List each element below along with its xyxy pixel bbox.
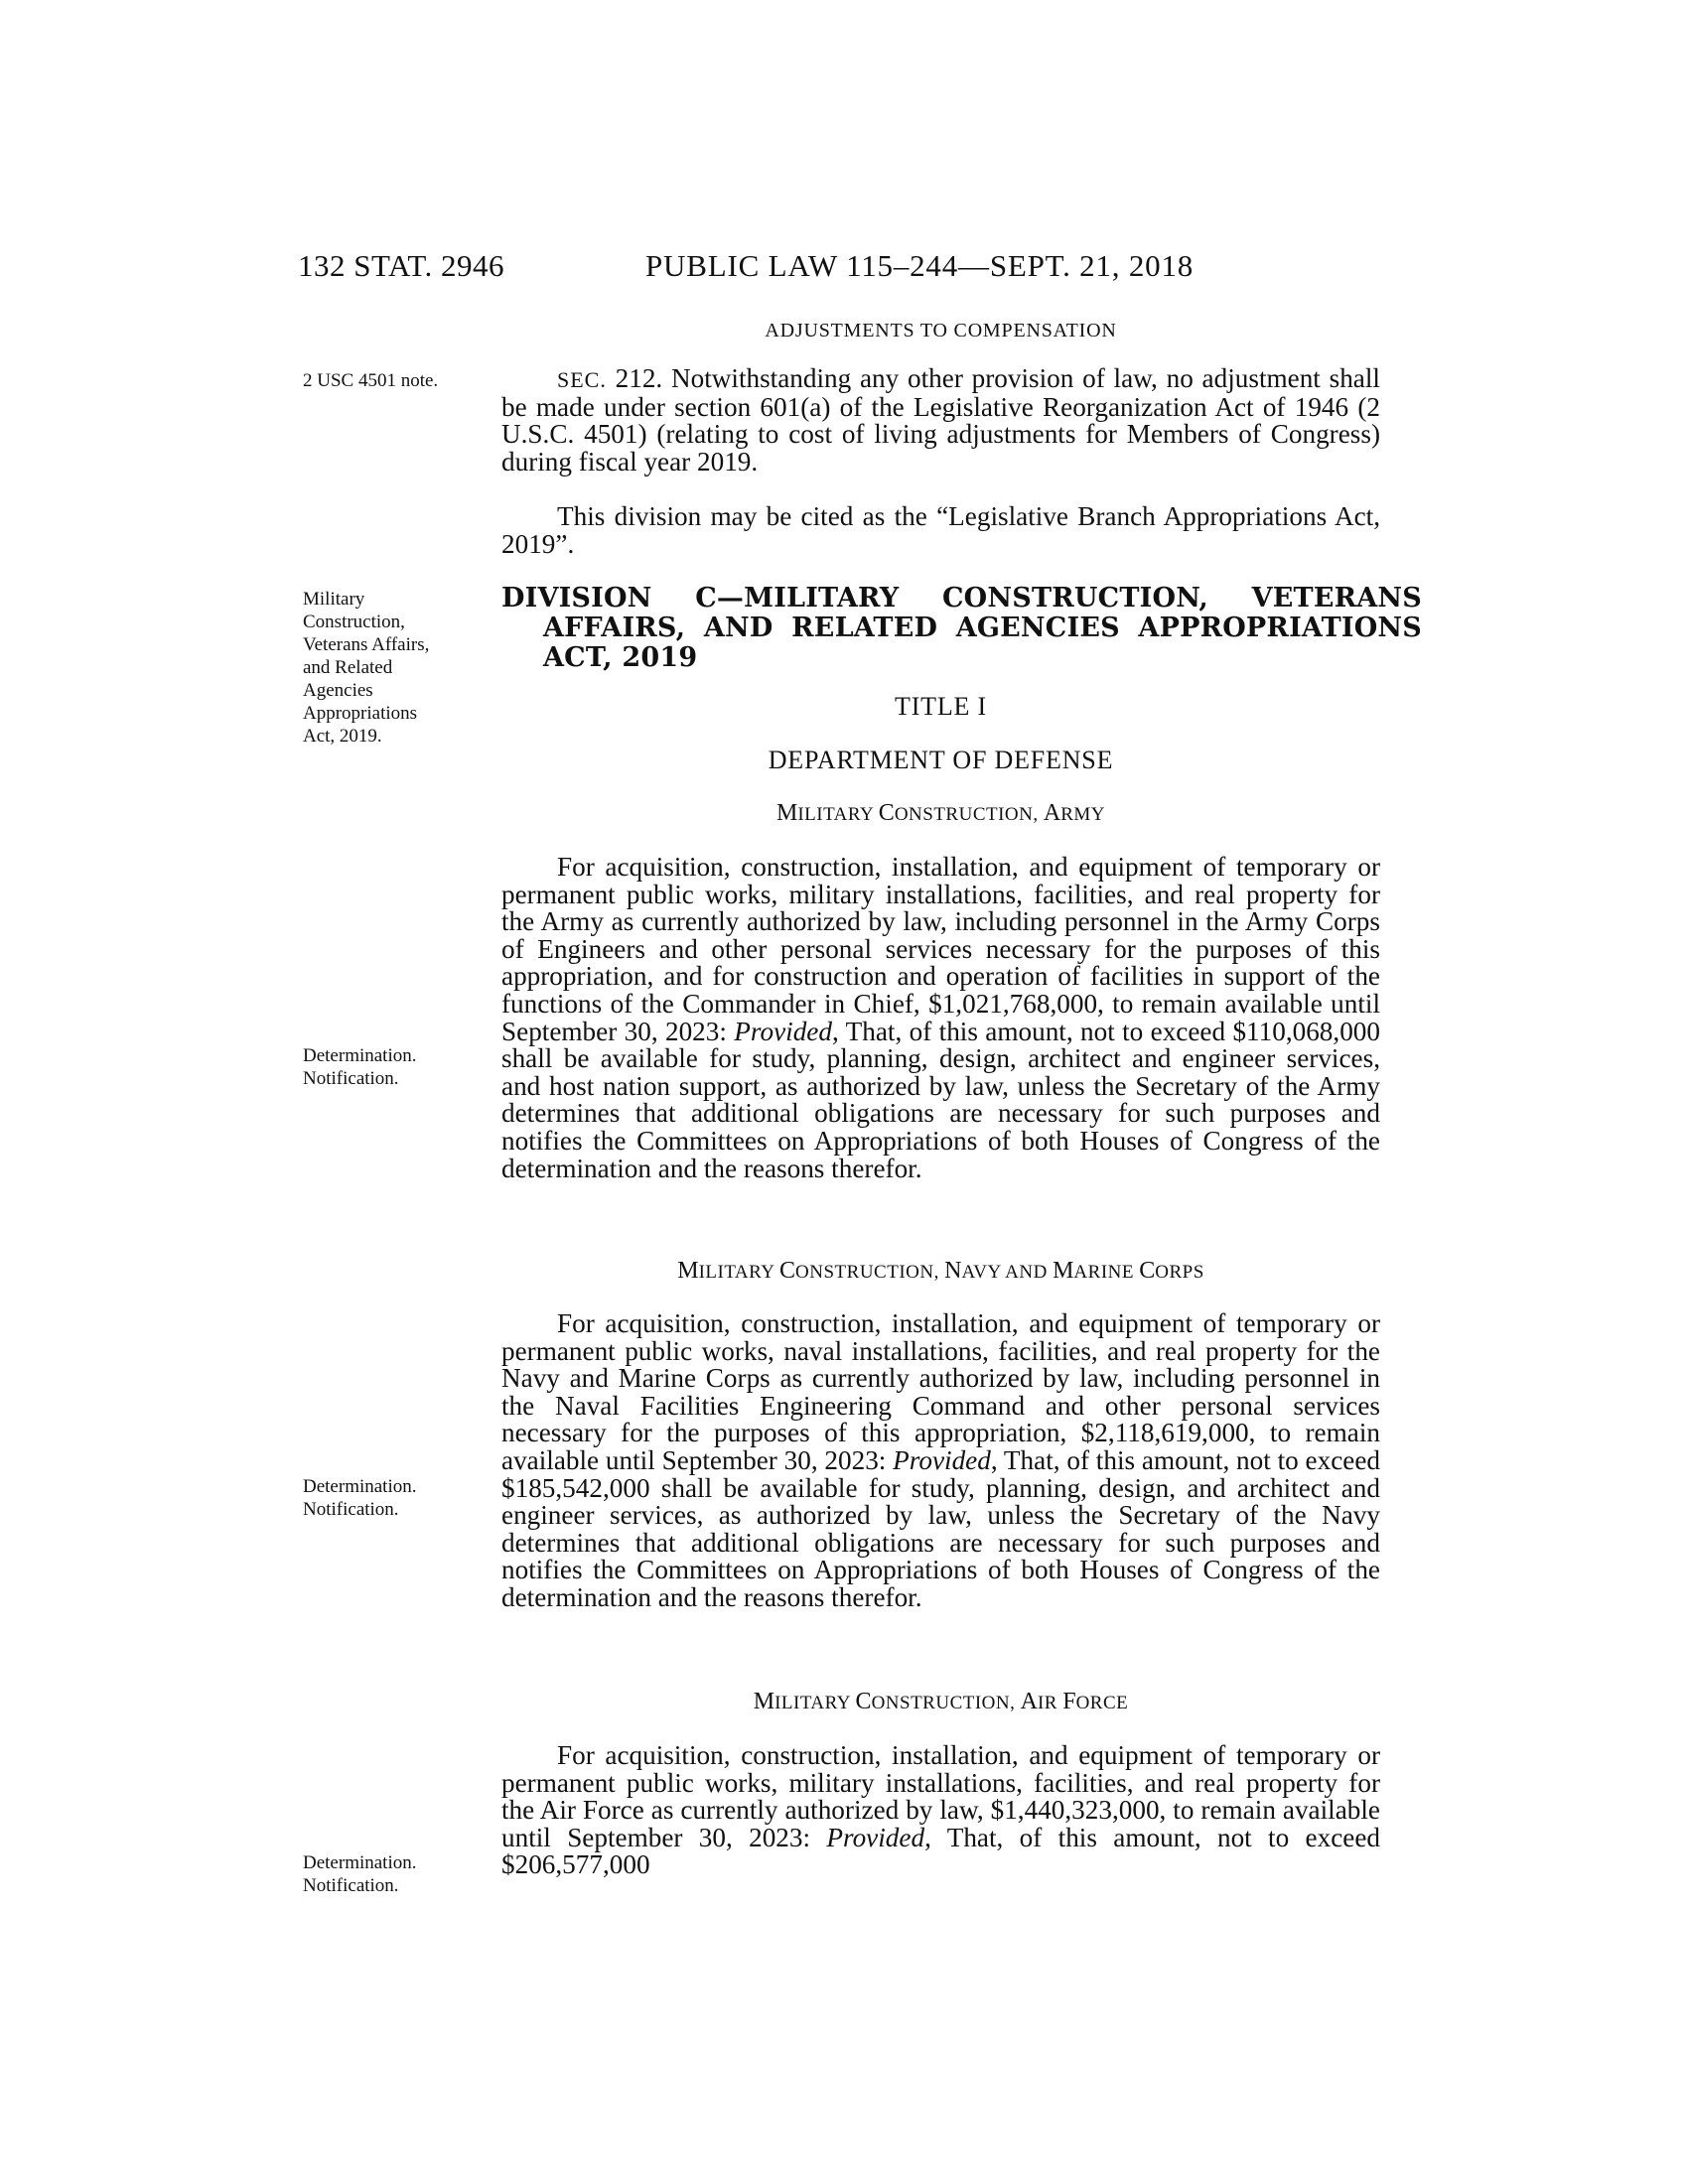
army-appropriation-text: For acquisition, construction, installation, and equipment of temporary or permanent public works, military installations, facilities, and real property for the Army as currently authorized by law, including personnel in the Army Corps of Engineers and other personal services necessary for the purposes of this appropriation, and for construction and operation of facilities in support of the functions of the Commander in Chief, $1,021,768,000, to remain available until September 30, 2023: Provided, That, of this amount, not to exceed $110,068,000 shall be available for study, planning, design, architect and engineer services, and host nation support, as authorized by law, unless the Secretary of the Army determines that additional obligations are necessary for such purposes and notifies the Committees on Appropriations of both Houses of Congress of the determination and the reasons therefor. — [501, 852, 1380, 1183]
margin-note-usc: 2 USC 4501 note. — [303, 370, 439, 391]
margin-note-air-force: Determination. Notification. — [303, 1852, 417, 1896]
navy-section-heading: MILITARY CONSTRUCTION, NAVY AND MARINE CORPS — [677, 1258, 1204, 1284]
stat-page-number: 132 STAT. 2946 — [298, 248, 505, 283]
margin-note-division-c: Military Construction, Veterans Affairs, and Related Agencies Appropriations Act, 2019. — [303, 589, 430, 747]
division-c-title: DIVISION C—MILITARY CONSTRUCTION, VETERANS AFFAIRS, AND RELATED AGENCIES APPROPRIATIONS ACT, 2019 — [501, 583, 1422, 673]
air-force-appropriation-text: For acquisition, construction, installation, and equipment of temporary or permanent public works, military installations, facilities, and real property for the Air Force as currently authorized by law, $1,440,323,000, to remain available until September 30, 2023: Provided, That, of this amount, not to exceed $206,577,000 — [501, 1740, 1381, 1880]
division-citation-text: This division may be cited as the “Legislative Branch Appropriations Act, 2019”. — [501, 501, 1380, 559]
section-212-body: 212. Notwithstanding any other provision of law, no adjustment shall be made under section 601(a) of the Legislative Reorganization Act of 1946 (2 U.S.C. 4501) (relating to cost of living adjustments for Members of Congress) during fiscal year 2019. — [501, 363, 1380, 477]
adjustments-heading: ADJUSTMENTS TO COMPENSATION — [765, 320, 1117, 341]
title-i-heading: TITLE I — [895, 692, 987, 721]
department-heading: DEPARTMENT OF DEFENSE — [768, 746, 1114, 774]
public-law-title: PUBLIC LAW 115–244—SEPT. 21, 2018 — [645, 248, 1195, 283]
army-section-heading: MILITARY CONSTRUCTION, ARMY — [775, 800, 1106, 826]
margin-note-army: Determination. Notification. — [303, 1045, 417, 1089]
air-force-section-heading: MILITARY CONSTRUCTION, AIR FORCE — [753, 1689, 1129, 1714]
margin-note-navy: Determination. Notification. — [303, 1476, 417, 1520]
section-label: SEC. — [557, 367, 607, 392]
page-header — [298, 248, 1390, 288]
section-212-text — [501, 365, 1380, 476]
navy-appropriation-text: For acquisition, construction, installation, and equipment of temporary or permanent public works, naval installations, facilities, and real property for the Navy and Marine Corps as currently authorized by law, including personnel in the Naval Facilities Engineering Command and other personal services necessary for the purposes of this appropriation, $2,118,619,000, to remain available until September 30, 2023: Provided, That, of this amount, not to exceed $185,542,000 shall be available for study, planning, design, and architect and engineer services, as authorized by law, unless the Secretary of the Navy determines that additional obligations are necessary for such purposes and notifies the Committees on Appropriations of both Houses of Congress of the determination and the reasons therefor. — [501, 1308, 1380, 1612]
